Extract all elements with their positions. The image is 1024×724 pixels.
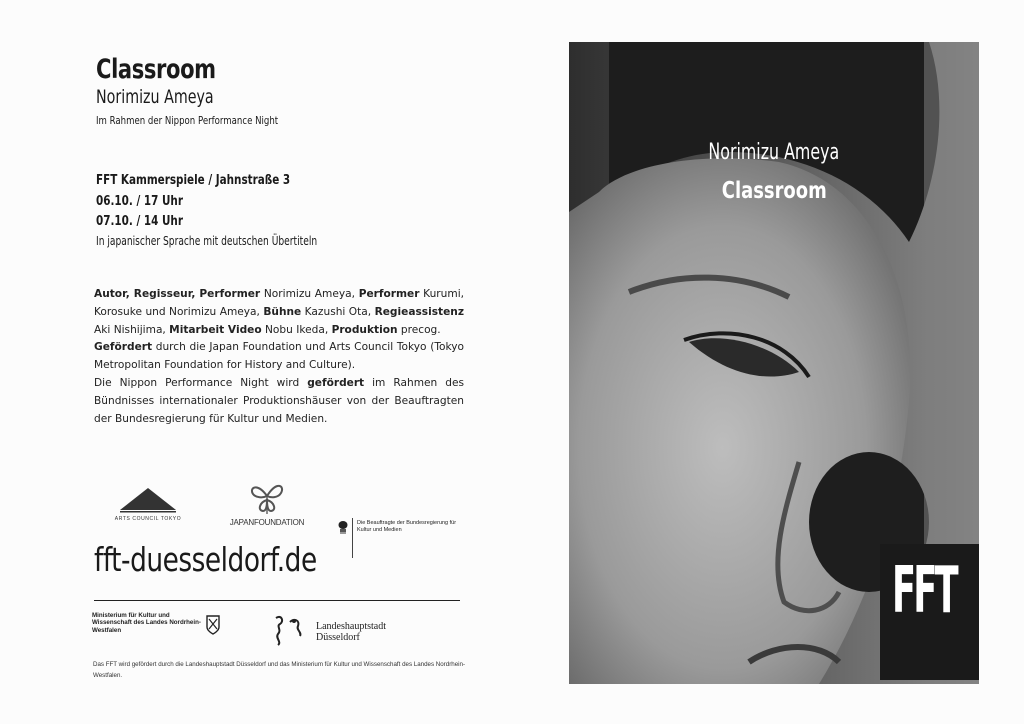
venue: FFT Kammerspiele / Jahnstraße 3: [96, 173, 291, 188]
butterfly-icon: [247, 478, 287, 516]
event-frame: Im Rahmen der Nippon Performance Night: [96, 114, 279, 127]
japan-foundation-logo: [222, 478, 312, 527]
duesseldorf-crest-icon: [272, 612, 308, 648]
divider: [352, 518, 353, 558]
artist-name: Norimizu Ameya: [96, 86, 214, 108]
divider: [94, 600, 460, 601]
nrw-crest-icon: [206, 615, 220, 635]
poster-artist-name: Norimizu Ameya: [708, 140, 840, 165]
arts-council-tokyo-logo: [108, 488, 188, 522]
date-1: 06.10. / 17 Uhr: [96, 194, 183, 209]
duesseldorf-caption: Landeshauptstadt Düsseldorf: [316, 621, 386, 643]
duesseldorf-logo: [272, 612, 422, 648]
credits-text: Autor, Regisseur, Performer Norimizu Ameya, Performer Kurumi, Korosuke und Norimizu Ameya, Bühne Kazushi Ota, Regieassistenz Aki Nishijima, Mitarbeit Video Nobu Ikeda, Produktion precog. Gefördert durch die Japan Foundation und Arts Council Tokyo (Tokyo Metropolitan Foundation for History and Culture). Die Nippon Performance Night wird gefördert im Rahmen des Bündnisses internationaler Produktionshäuser von der Beauftragten der Bundesregierung für Kultur und Medien.: [94, 288, 465, 425]
japan-foundation-caption: JAPANFOUNDATION: [229, 518, 305, 527]
nrw-ministry-logo: [92, 612, 232, 634]
page-title: Classroom: [96, 54, 216, 85]
bkm-caption: Die Beauftragte der Bundesregierung für Kultur und Medien: [357, 520, 457, 533]
arts-council-tokyo-caption: ARTS COUNCIL TOKYO: [114, 516, 182, 522]
date-2: 07.10. / 14 Uhr: [96, 214, 183, 229]
triangle-icon: [120, 488, 176, 514]
nrw-ministry-caption: Ministerium für Kultur und Wissenschaft des Landes Nordrhein-Westfalen: [92, 612, 201, 634]
website-url: fft-duesseldorf.de: [94, 540, 317, 579]
funding-note: Das FFT wird gefördert durch die Landeshauptstadt Düsseldorf und das Ministerium für Kultur und Wissenschaft des Landes Nordrhein-Westfalen.: [93, 661, 466, 679]
poster: [569, 42, 979, 684]
bkm-logo: [338, 514, 468, 558]
eagle-icon: [338, 520, 348, 534]
poster-title: Classroom: [721, 178, 827, 204]
language-note: In japanischer Sprache mit deutschen Übertiteln: [96, 234, 318, 248]
fft-logo: FFT: [880, 544, 979, 680]
